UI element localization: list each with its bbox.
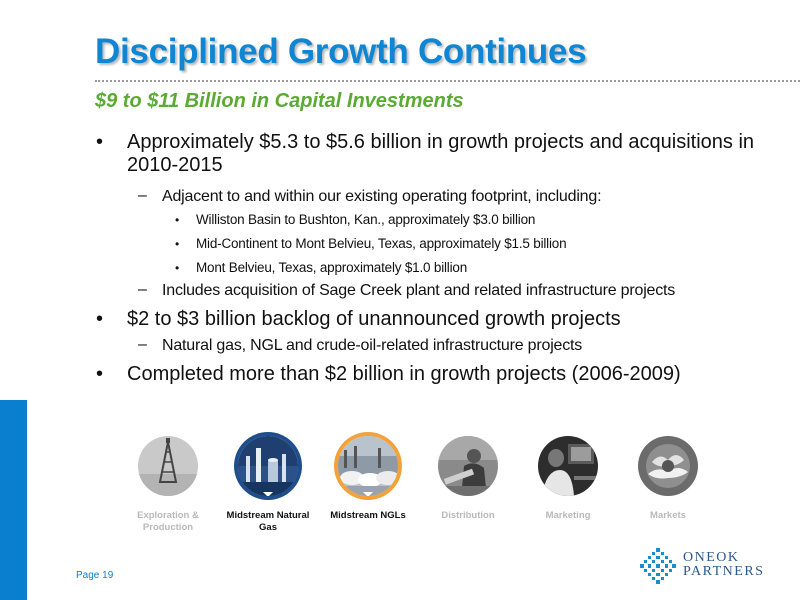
bullet-level2 (92, 281, 792, 301)
value-chain-exploration (118, 432, 218, 534)
value-chain-midstream-gas (218, 432, 318, 534)
logo-line1: ONEOK (683, 550, 740, 565)
trader-icon (538, 436, 598, 496)
pipeline-worker-icon (438, 436, 498, 496)
bullet-text: Mid-Continent to Mont Belvieu, Texas, approximately $1.5 billion (196, 236, 567, 251)
left-accent-bar (0, 400, 27, 600)
bullet-level2 (92, 187, 792, 207)
bullet-marker: • (96, 131, 104, 153)
active-notch (363, 492, 373, 496)
bullet-marker: • (175, 213, 180, 227)
bullet-text: Mont Belvieu, Texas, approximately $1.0 billion (196, 260, 468, 275)
logo-line2: PARTNERS (683, 564, 765, 579)
title-divider (95, 80, 800, 82)
bullet-text: Adjacent to and within our existing operating footprint, including: (162, 188, 602, 205)
bullet-level1 (92, 131, 792, 177)
bullet-text: Approximately $5.3 to $5.6 billion in growth projects and acquisitions in 2010-2015 (127, 131, 755, 176)
value-chain-label: Midstream NGLs (330, 510, 406, 521)
drilling-rig-icon (138, 436, 198, 496)
flame-icon (638, 436, 698, 496)
bullet-level1 (92, 363, 792, 386)
bullet-list (92, 131, 792, 386)
value-chain-markets (618, 432, 718, 522)
bullet-text: Includes acquisition of Sage Creek plant and related infrastructure projects (162, 282, 676, 299)
value-chain-distribution (418, 432, 518, 522)
dash-marker: – (138, 336, 147, 353)
slide-subtitle: $9 to $11 Billion in Capital Investments (95, 90, 464, 112)
bullet-text: $2 to $3 billion backlog of unannounced growth projects (127, 308, 621, 330)
value-chain-label: Marketing (545, 510, 591, 521)
page-number: Page 19 (76, 570, 114, 581)
bullet-marker: • (96, 308, 104, 330)
dash-marker: – (138, 187, 147, 204)
bullet-level3 (92, 259, 792, 277)
bullet-level3 (92, 235, 792, 253)
value-chain-label: Exploration & Production (137, 510, 199, 533)
bullet-marker: • (175, 261, 180, 275)
value-chain-marketing (518, 432, 618, 522)
value-chain-label: Distribution (441, 510, 495, 521)
bullet-text: Natural gas, NGL and crude-oil-related infrastructure projects (162, 337, 583, 354)
value-chain-label: Midstream Natural Gas (226, 510, 310, 533)
company-logo (640, 545, 790, 585)
dash-marker: – (138, 281, 147, 298)
bullet-text: Williston Basin to Bushton, Kan., approximately $3.0 billion (196, 212, 536, 227)
value-chain-strip (118, 432, 718, 552)
storage-tanks-icon (338, 436, 398, 496)
value-chain-label: Markets (650, 510, 686, 521)
bullet-level1 (92, 308, 792, 331)
bullet-marker: • (175, 237, 180, 251)
value-chain-midstream-ngls (318, 432, 418, 522)
bullet-marker: • (96, 363, 104, 385)
bullet-level2 (92, 336, 792, 356)
active-notch (263, 492, 273, 496)
bullet-level3 (92, 211, 792, 229)
gas-plant-icon (238, 436, 298, 496)
slide-title: Disciplined Growth Continues (95, 32, 587, 71)
logo-wordmark (683, 551, 764, 579)
oneok-mark-icon (640, 548, 676, 584)
bullet-text: Completed more than $2 billion in growth projects (2006-2009) (127, 363, 681, 385)
